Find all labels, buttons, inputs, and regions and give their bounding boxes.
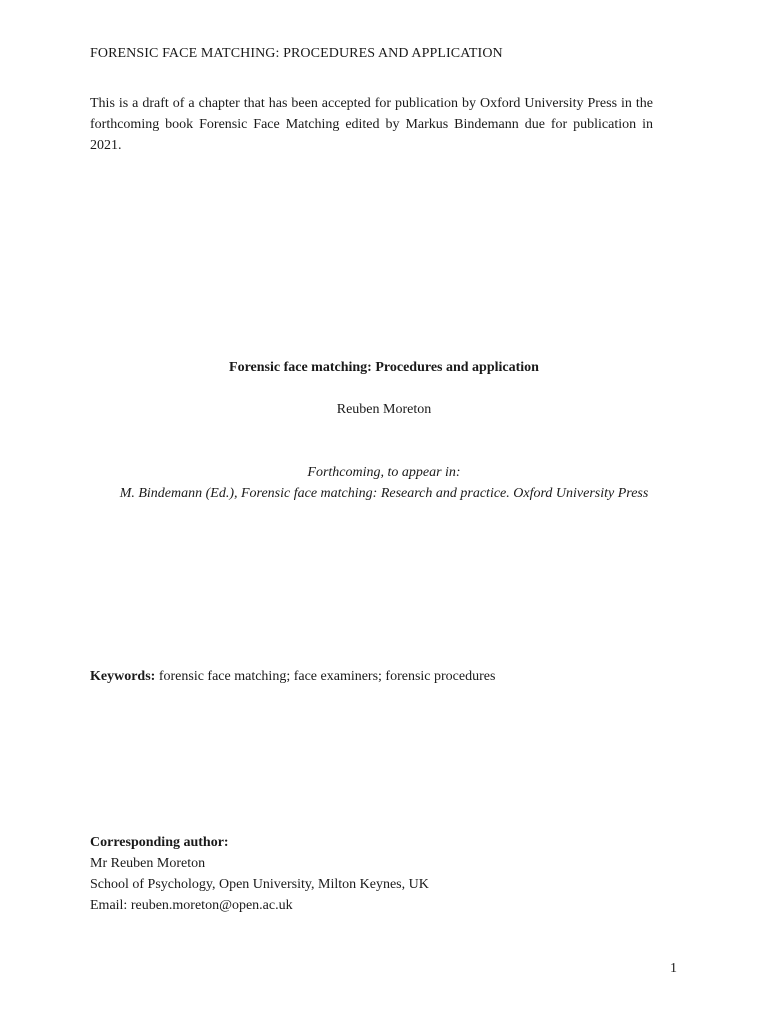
corresponding-author-name: Mr Reuben Moreton [90,856,206,871]
corresponding-author-label: Corresponding author: [90,835,229,850]
keywords-label: Keywords: [90,669,156,684]
forthcoming-notice [90,462,678,504]
draft-note-paragraph: This is a draft of a chapter that has been accepted for publication by Oxford University Press in the forthcoming book Forensic Face Matching edited by Markus Bindemann due for publication in 2021. [90,96,653,153]
corresponding-author-email: Email: reuben.moreton@open.ac.uk [90,898,293,913]
keywords-text: forensic face matching; face examiners; forensic procedures [158,669,496,684]
chapter-title: Forensic face matching: Procedures and application [229,360,539,375]
forthcoming-line-2: M. Bindemann (Ed.), Forensic face matching: Research and practice. Oxford University Press [119,486,649,501]
keywords [90,669,495,685]
corresponding-author-affiliation: School of Psychology, Open University, Milton Keynes, UK [90,877,429,892]
running-header: FORENSIC FACE MATCHING: PROCEDURES AND APPLICATION [90,46,503,61]
corresponding-author-block [90,832,429,916]
author-name: Reuben Moreton [336,402,432,417]
forthcoming-line-1: Forthcoming, to appear in: [307,465,461,480]
page-number: 1 [670,961,677,976]
